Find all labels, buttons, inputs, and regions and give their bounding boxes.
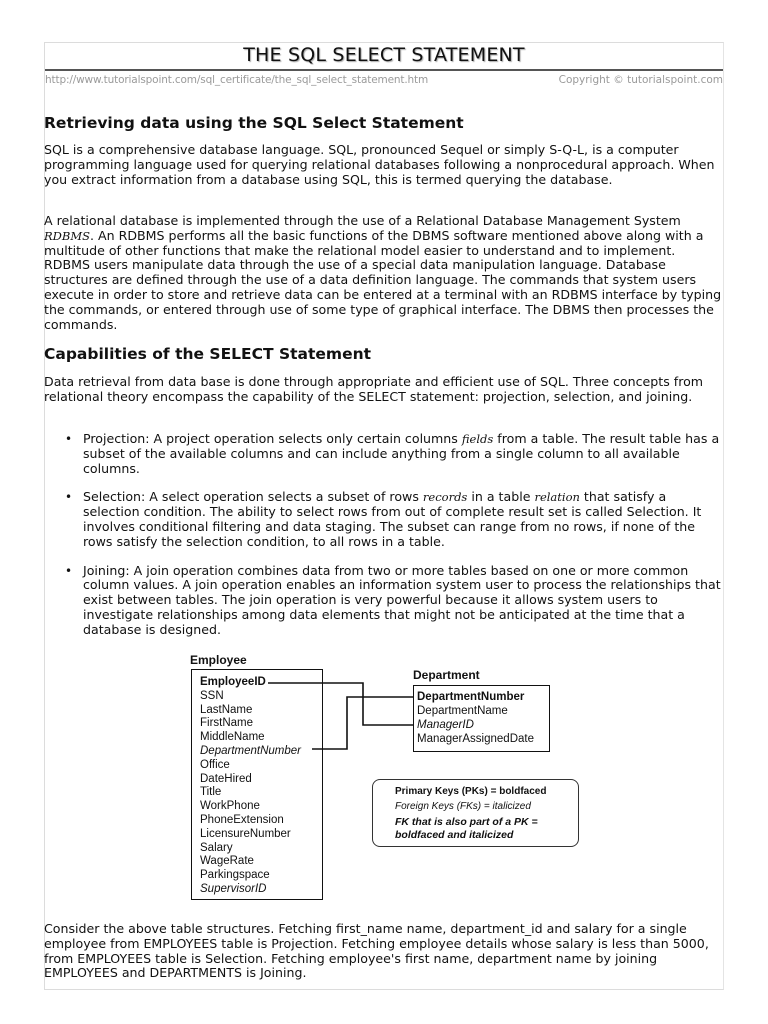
field-workphone: WorkPhone [200,800,260,813]
copyright-notice: Copyright © tutorialspoint.com [558,74,723,86]
field-office: Office [200,758,230,771]
list-item-joining: • Joining: A join operation combines data from two or more tables based on one or more common column values. A join operation enables an information system user to process the relationships that exist between tables. The join operation is very powerful because it allows system users to investigate relationships among data elements that might not be anticipated at the time that a database is designed. [65,562,721,637]
field-title: Title [200,786,222,799]
field-parkingspace: Parkingspace [200,869,270,882]
field-employeeid: EmployeeID [200,676,266,688]
section-heading-capabilities: Capabilities of the SELECT Statement [44,345,372,363]
list-item-selection: • Selection: A select operation selects a subset of rows records in a table relation that satisfy a selection condition. The ability to select rows from out of complete result set is called Selection. It involves conditional filtering and data staging. The subset can range from no rows, if none of the rows satisfy the selection condition, to all rows in a table. [65,489,702,549]
paragraph-sql-intro: SQL is a comprehensive database language. SQL, pronounced Sequel or simply S-Q-L, is a computer programming language used for querying relational databases following a nonprocedural approach. When you extract information from a database using SQL, this is termed querying the database. [44,142,715,187]
paragraph-conclusion: Consider the above table structures. Fetching first_name name, department_id and salary for a single employee from EMPLOYEES table is Projection. Fetching employee details whose salary is less than 5000, from EMPLOYEES table is Selection. Fetching employee's first name, department name by joining EMPLOYEES and DEPARTMENTS is Joining. [44,921,709,981]
field-phoneextension: PhoneExtension [200,813,284,826]
paragraph-rdbms: A relational database is implemented through the use of a Relational Database Management System RDBMS. An RDBMS performs all the basic functions of the DBMS software mentioned above along with a multitude of other functions that make the relational model easier to understand and to implement. RDBMS users manipulate data through the use of a special data manipulation language. Database structures are defined through the use of a data definition language. The commands that system users execute in order to store and retrieve data can be entered at a terminal with an RDBMS interface by typing the commands, or entered through use of some type of graphical interface. The DBMS then processes the commands. [44,213,722,332]
field-departmentname: DepartmentName [417,705,508,717]
employee-table-title: Employee [190,653,247,667]
field-managerassigneddate: ManagerAssignedDate [417,733,534,745]
legend-fk: Foreign Keys (FKs) = italicized [395,801,531,812]
bullet-icon: • [65,490,73,505]
field-firstname: FirstName [200,717,254,730]
paragraph-capabilities-intro: Data retrieval from data base is done through appropriate and efficient use of SQL. Three concepts from relational theory encompass the capability of the SELECT statement: projection, selection, and joining. [44,374,704,404]
page-title: THE SQL SELECT STATEMENT [243,44,525,66]
rdbms-italic: RDBMS [44,228,90,243]
field-middlename: MiddleName [200,731,265,744]
field-managerid: ManagerID [417,719,474,731]
list-item-projection: • Projection: A project operation selects only certain columns fields from a table. The result table has a subset of the available columns and can include anything from a single column to all available columns. [65,431,720,476]
key-legend [372,779,579,847]
field-ssn: SSN [200,689,224,702]
field-licensurenumber: LicensureNumber [200,827,291,840]
section-heading-retrieving: Retrieving data using the SQL Select Statement [44,114,464,132]
field-lastname: LastName [200,703,253,716]
field-supervisorid: SupervisorID [200,882,267,895]
field-wagerate: WageRate [200,855,254,868]
legend-both-1: FK that is also part of a PK = [395,816,538,828]
field-salary: Salary [200,841,233,854]
legend-pk: Primary Keys (PKs) = boldfaced [395,786,547,797]
department-table-title: Department [413,668,480,682]
legend-both-2: boldfaced and italicized [395,829,514,841]
field-dept-departmentnumber: DepartmentNumber [417,691,525,703]
bullet-icon: • [65,432,73,446]
bullet-icon: • [65,563,73,578]
source-url[interactable]: http://www.tutorialspoint.com/sql_certificate/the_sql_select_statement.htm [45,74,429,86]
field-datehired: DateHired [200,772,252,785]
field-departmentnumber: DepartmentNumber [200,744,301,757]
